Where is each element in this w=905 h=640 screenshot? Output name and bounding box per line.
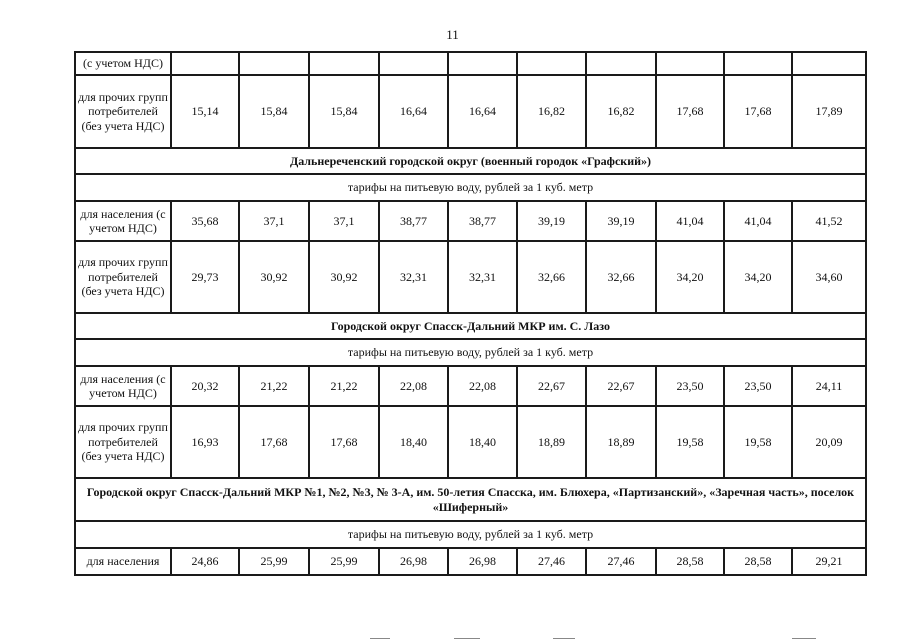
tariff-value-cell: 21,22 xyxy=(309,366,379,406)
tariff-value-cell: 39,19 xyxy=(517,201,586,241)
tariff-value-cell: 19,58 xyxy=(724,406,792,478)
tariff-value-cell: 17,68 xyxy=(309,406,379,478)
tariff-value-cell: 17,89 xyxy=(792,75,866,148)
tariff-value-cell: 35,68 xyxy=(171,201,239,241)
tariff-value-cell: 21,22 xyxy=(239,366,309,406)
row-label: для прочих групп потребителей (без учета НДС) xyxy=(75,75,171,148)
section-title: Городской округ Спасск-Дальний МКР им. С. Лазо xyxy=(75,313,866,339)
tariff-value-cell: 34,20 xyxy=(656,241,724,313)
section-title: Городской округ Спасск-Дальний МКР №1, №2, №3, № 3-А, им. 50-летия Спасска, им. Блюхера, «Партизанский», «Заречная часть», поселок «Шиферный» xyxy=(75,478,866,521)
tariff-value-cell: 32,66 xyxy=(517,241,586,313)
tariff-value-cell: 16,64 xyxy=(379,75,448,148)
row-label: для населения (с учетом НДС) xyxy=(75,201,171,241)
table-row xyxy=(75,241,866,313)
tariff-value-cell: 23,50 xyxy=(656,366,724,406)
tariff-value-cell: 27,46 xyxy=(517,548,586,575)
tariff-value-cell: 41,52 xyxy=(792,201,866,241)
tariff-value-cell: 32,66 xyxy=(586,241,656,313)
tariff-value-cell: 25,99 xyxy=(309,548,379,575)
tariff-value-cell: 37,1 xyxy=(239,201,309,241)
row-label: для прочих групп потребителей (без учета НДС) xyxy=(75,241,171,313)
tariff-value-cell: 28,58 xyxy=(724,548,792,575)
tariff-value-cell: 23,50 xyxy=(724,366,792,406)
tariff-subheader: тарифы на питьевую воду, рублей за 1 куб. метр xyxy=(75,339,866,366)
tariff-value-cell: 30,92 xyxy=(309,241,379,313)
section-title: Дальнереченский городской округ (военный городок «Графский») xyxy=(75,148,866,174)
tariff-value-cell: 26,98 xyxy=(379,548,448,575)
tariff-value-cell xyxy=(517,52,586,75)
tariff-value-cell: 16,64 xyxy=(448,75,517,148)
tariff-value-cell: 34,20 xyxy=(724,241,792,313)
tariff-value-cell: 41,04 xyxy=(656,201,724,241)
tariff-value-cell: 34,60 xyxy=(792,241,866,313)
tariff-value-cell xyxy=(724,52,792,75)
tariff-value-cell: 17,68 xyxy=(239,406,309,478)
section-header-row xyxy=(75,313,866,339)
tariff-value-cell xyxy=(309,52,379,75)
tariff-value-cell: 32,31 xyxy=(448,241,517,313)
subheader-row xyxy=(75,521,866,548)
tariff-value-cell: 22,08 xyxy=(448,366,517,406)
table-row xyxy=(75,548,866,575)
subheader-row xyxy=(75,339,866,366)
tariff-value-cell: 16,93 xyxy=(171,406,239,478)
tariff-value-cell: 18,89 xyxy=(517,406,586,478)
tariff-value-cell: 16,82 xyxy=(586,75,656,148)
tariff-table xyxy=(74,51,867,576)
scan-edge-marks xyxy=(0,634,905,640)
tariff-value-cell xyxy=(448,52,517,75)
tariff-value-cell: 15,84 xyxy=(239,75,309,148)
tariff-value-cell: 38,77 xyxy=(448,201,517,241)
table-row xyxy=(75,366,866,406)
tariff-value-cell: 41,04 xyxy=(724,201,792,241)
tariff-value-cell: 17,68 xyxy=(656,75,724,148)
section-header-row xyxy=(75,478,866,521)
tariff-value-cell: 32,31 xyxy=(379,241,448,313)
tariff-value-cell xyxy=(792,52,866,75)
tariff-value-cell: 26,98 xyxy=(448,548,517,575)
tariff-value-cell: 24,86 xyxy=(171,548,239,575)
tariff-value-cell: 17,68 xyxy=(724,75,792,148)
row-label: для прочих групп потребителей (без учета НДС) xyxy=(75,406,171,478)
tariff-value-cell: 16,82 xyxy=(517,75,586,148)
tariff-value-cell: 18,40 xyxy=(379,406,448,478)
tariff-value-cell: 15,84 xyxy=(309,75,379,148)
tariff-value-cell: 18,89 xyxy=(586,406,656,478)
tariff-value-cell: 38,77 xyxy=(379,201,448,241)
row-label: для населения (с учетом НДС) xyxy=(75,366,171,406)
tariff-value-cell: 27,46 xyxy=(586,548,656,575)
tariff-value-cell xyxy=(586,52,656,75)
table-row xyxy=(75,406,866,478)
row-label: для населения xyxy=(75,548,171,575)
tariff-value-cell: 18,40 xyxy=(448,406,517,478)
tariff-value-cell: 37,1 xyxy=(309,201,379,241)
tariff-value-cell: 29,73 xyxy=(171,241,239,313)
tariff-value-cell xyxy=(379,52,448,75)
tariff-value-cell: 19,58 xyxy=(656,406,724,478)
row-label: (с учетом НДС) xyxy=(75,52,171,75)
table-row xyxy=(75,75,866,148)
tariff-value-cell: 25,99 xyxy=(239,548,309,575)
tariff-value-cell: 24,11 xyxy=(792,366,866,406)
table-row xyxy=(75,201,866,241)
tariff-subheader: тарифы на питьевую воду, рублей за 1 куб. метр xyxy=(75,521,866,548)
tariff-value-cell: 39,19 xyxy=(586,201,656,241)
tariff-value-cell: 30,92 xyxy=(239,241,309,313)
tariff-value-cell: 22,67 xyxy=(586,366,656,406)
tariff-value-cell: 20,32 xyxy=(171,366,239,406)
section-header-row xyxy=(75,148,866,174)
table-row xyxy=(75,52,866,75)
tariff-value-cell: 22,08 xyxy=(379,366,448,406)
tariff-value-cell: 29,21 xyxy=(792,548,866,575)
page-number: 11 xyxy=(446,27,459,42)
tariff-value-cell: 20,09 xyxy=(792,406,866,478)
tariff-value-cell xyxy=(656,52,724,75)
tariff-value-cell xyxy=(239,52,309,75)
tariff-subheader: тарифы на питьевую воду, рублей за 1 куб. метр xyxy=(75,174,866,201)
tariff-value-cell xyxy=(171,52,239,75)
tariff-value-cell: 15,14 xyxy=(171,75,239,148)
tariff-value-cell: 22,67 xyxy=(517,366,586,406)
subheader-row xyxy=(75,174,866,201)
tariff-value-cell: 28,58 xyxy=(656,548,724,575)
